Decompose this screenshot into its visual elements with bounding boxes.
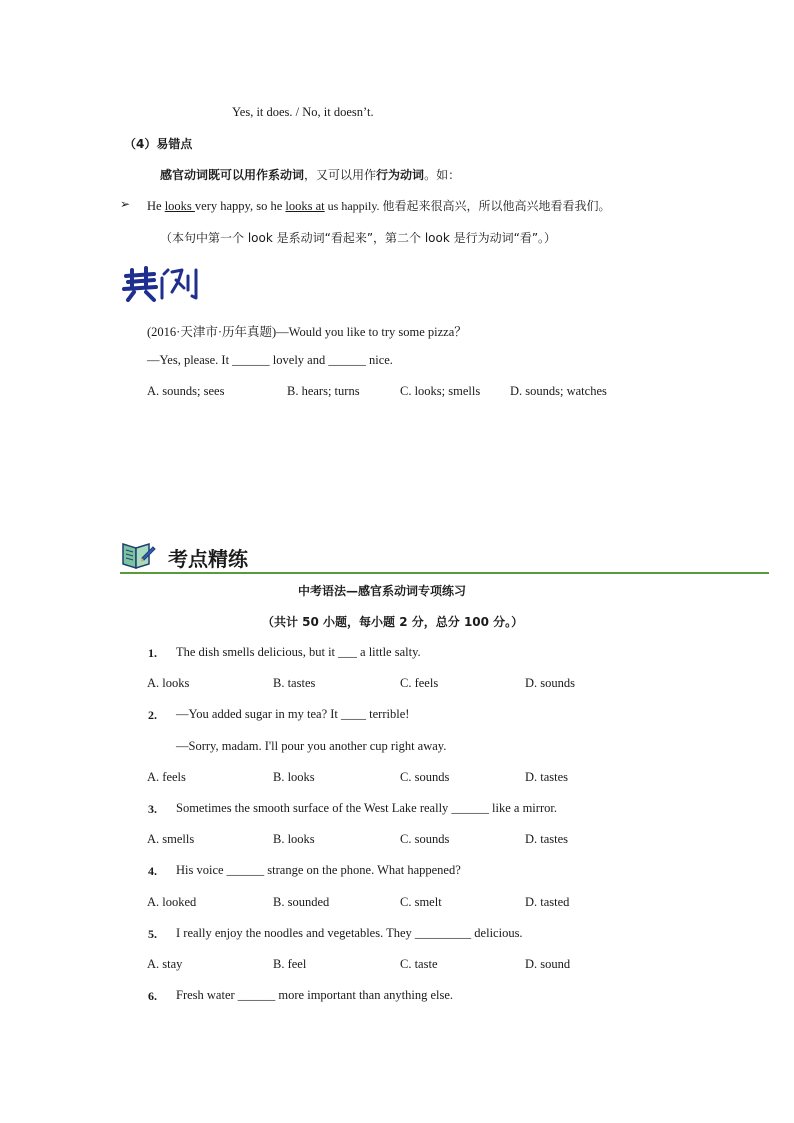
question-option-a: A. stay <box>147 957 183 971</box>
question-option-a: A. smells <box>147 832 195 847</box>
question-text: The dish smells delicious, but it ___ a little salty. <box>176 645 421 659</box>
question-text: —You added sugar in my tea? It ____ terrible! <box>176 707 410 722</box>
question-number: 6. <box>148 989 157 1004</box>
section-title: 考点精练 <box>168 547 248 571</box>
question-text: —Sorry, madam. I'll pour you another cup right away. <box>176 738 447 753</box>
example-question-line2: —Yes, please. It ______ lovely and ______ nice. <box>147 353 393 367</box>
question-option-b: B. tastes <box>273 676 316 691</box>
ex-tail: us happily. 他看起来很高兴，所以他高兴地看看我们。 <box>324 199 611 213</box>
section-divider <box>120 572 769 574</box>
book-icon <box>120 538 156 572</box>
open-book-icon <box>120 538 156 572</box>
rule-term-action-verb: 行为动词 <box>376 168 425 182</box>
example-option-a: A. sounds; sees <box>147 384 225 398</box>
question-option-d: D. sounds <box>525 676 576 691</box>
ex-he: He <box>147 199 165 213</box>
question-text: Fresh water ______ more important than anything else. <box>176 988 454 1003</box>
example-option-b: B. hears; turns <box>287 384 360 398</box>
question-number: 5. <box>148 926 157 941</box>
question-option-d: D. sound <box>525 957 571 971</box>
question-option-b: B. feel <box>273 957 307 971</box>
question-text: Sometimes the smooth surface of the West Lake really ______ like a mirror. <box>176 801 557 815</box>
question-number: 1. <box>148 646 157 660</box>
answer-line: Yes, it does. / No, it doesn’t. <box>232 105 374 119</box>
question-number: 4. <box>148 864 157 879</box>
example-question-line1: (2016·天津市·历年真题)—Would you like to try some pizza？ <box>147 325 467 339</box>
ex-looks-linking: looks <box>164 199 195 213</box>
question-option-b: B. sounded <box>273 894 330 909</box>
rule-text <box>160 166 460 183</box>
dianli-calligraphy-icon <box>122 262 202 304</box>
ex-looks-action: looks at <box>285 199 325 213</box>
rule-prefix: 感官动词既可以用作 <box>160 168 269 182</box>
question-option-c: C. taste <box>400 957 438 971</box>
question-text: I really enjoy the noodles and vegetables. They _________ delicious. <box>176 925 523 940</box>
section-heading-mistakes: （4）易错点 <box>124 137 193 151</box>
rule-mid: ，又可以用作 <box>304 168 377 182</box>
question-text: His voice ______ strange on the phone. What happened? <box>176 863 461 878</box>
question-option-c: C. sounds <box>400 769 450 784</box>
example-option-d: D. sounds; watches <box>510 384 607 398</box>
rule-term-linking-verb: 系动词 <box>268 168 305 182</box>
question-number: 3. <box>148 802 157 816</box>
question-option-c: C. feels <box>400 676 439 691</box>
question-option-a: A. looks <box>147 676 190 691</box>
dianli-logo <box>122 262 202 304</box>
example-sentence <box>147 197 611 214</box>
example-option-c: C. looks; smells <box>400 384 481 398</box>
section-subtitle: 中考语法—感官系动词专项练习 <box>298 584 467 598</box>
rule-suffix: 。如： <box>424 168 461 182</box>
question-option-a: A. feels <box>147 769 186 784</box>
ex-mid: very happy, so he <box>194 199 286 213</box>
question-option-d: D. tasted <box>525 894 570 909</box>
question-option-a: A. looked <box>147 894 197 909</box>
bullet-arrow-icon: ➢ <box>120 197 131 211</box>
question-option-b: B. looks <box>273 769 315 784</box>
example-note: （本句中第一个 look 是系动词“看起来”，第二个 look 是行为动词“看”。） <box>160 231 557 245</box>
question-option-c: C. smelt <box>400 894 442 909</box>
question-option-c: C. sounds <box>400 832 450 847</box>
question-option-b: B. looks <box>273 832 315 847</box>
question-number: 2. <box>148 708 157 723</box>
question-option-d: D. tastes <box>525 832 569 847</box>
question-option-d: D. tastes <box>525 769 569 784</box>
section-count-note: （共计 50 小题，每小题 2 分，总分 100 分。） <box>262 615 524 629</box>
